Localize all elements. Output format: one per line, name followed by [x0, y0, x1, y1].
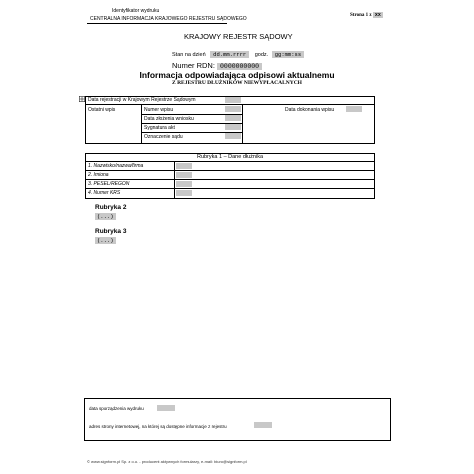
state-date: dd.mm.rrrr — [210, 51, 249, 58]
registration-date-label: Data rejestracji w Krajowym Rejestrze Sądowym — [88, 97, 196, 103]
website-field[interactable] — [254, 422, 272, 428]
document-subtitle: Z REJESTRU DŁUŻNIKÓW NIEWYPŁACALNYCH — [172, 80, 302, 86]
rubric1-row-label: 4. Numer KRS — [88, 190, 121, 196]
debtor-first-names-field[interactable] — [176, 172, 192, 178]
move-handle-icon[interactable] — [79, 89, 85, 95]
central-information-name: CENTRALNA INFORMACJA KRAJOWEGO REJESTRU SĄDOWEGO — [90, 16, 247, 22]
debtor-pesel-field[interactable] — [176, 181, 192, 187]
rubric3-title: Rubryka 3 — [95, 228, 127, 235]
application-date-label: Data złożenia wniosku — [144, 116, 194, 122]
print-info-box — [84, 398, 391, 441]
state-time: gg:mm:ss — [272, 51, 304, 58]
court-designation-field[interactable] — [225, 133, 241, 139]
rdn-label: Numer RDN: — [172, 61, 215, 70]
last-entry-label: Ostatni wpis — [88, 107, 116, 113]
page-total: xx — [374, 12, 381, 18]
rubric2-title: Rubryka 2 — [95, 204, 127, 211]
entry-number-label: Numer wpisu — [144, 107, 174, 113]
entries-column-divider — [141, 104, 142, 144]
page-indicator — [350, 12, 383, 18]
rubric1-row-divider — [85, 161, 375, 162]
rubric1-row-divider — [85, 179, 375, 180]
registration-date-field[interactable] — [225, 97, 241, 103]
rubric2-placeholder[interactable]: (...) — [97, 213, 114, 220]
rdn-value: 0000000000 — [217, 63, 262, 70]
registry-name: KRAJOWY REJESTR SĄDOWY — [184, 32, 293, 41]
footer-credit: © www.signform.pl Sp. z o.o. - producent aktywnych formularzy, e-mail: biuro@signform.pl — [87, 459, 247, 464]
entries-column-divider — [242, 104, 243, 144]
rubric1-row-label: 1. Nazwisko/nazwa/firma — [88, 163, 144, 169]
court-designation-label: Oznaczenie sądu — [144, 134, 183, 140]
document-main-title: Informacja odpowiadająca odpisowi aktualnemu — [139, 70, 335, 80]
state-line — [172, 51, 304, 58]
state-label: Stan na dzień — [172, 52, 206, 58]
application-date-field[interactable] — [225, 115, 241, 121]
rubric1-column-divider — [174, 161, 175, 199]
entry-date-label: Data dokonania wpisu — [285, 107, 335, 113]
entries-row-divider — [85, 104, 375, 105]
file-signature-field[interactable] — [225, 124, 241, 130]
page-label: Strona 1 z — [350, 13, 372, 18]
entry-date-field[interactable] — [346, 106, 362, 112]
rubric3-placeholder[interactable]: (...) — [97, 237, 114, 244]
debtor-name-field[interactable] — [176, 163, 192, 169]
website-label: adres strony internetowej, na której są dostępne informacje z rejestru — [89, 424, 227, 429]
header-underline — [87, 23, 227, 24]
print-date-field[interactable] — [157, 405, 175, 411]
rubric1-title: Rubryka 1 – Dane dłużnika — [196, 154, 264, 160]
print-date-label: data sporządzenia wydruku — [89, 406, 144, 411]
debtor-krs-field[interactable] — [176, 190, 192, 196]
entry-number-field[interactable] — [225, 106, 241, 112]
rubric1-row-divider — [85, 188, 375, 189]
time-label: godz. — [254, 52, 269, 58]
file-signature-label: Sygnatura akt — [144, 125, 175, 131]
rubric1-row-label: 3. PESEL/REGON — [88, 181, 130, 187]
rubric1-row-divider — [85, 170, 375, 171]
print-identifier-label: Identyfikator wydruku — [112, 8, 160, 14]
rdn-line — [172, 61, 262, 70]
rubric1-row-label: 2. Imiona — [88, 172, 109, 178]
